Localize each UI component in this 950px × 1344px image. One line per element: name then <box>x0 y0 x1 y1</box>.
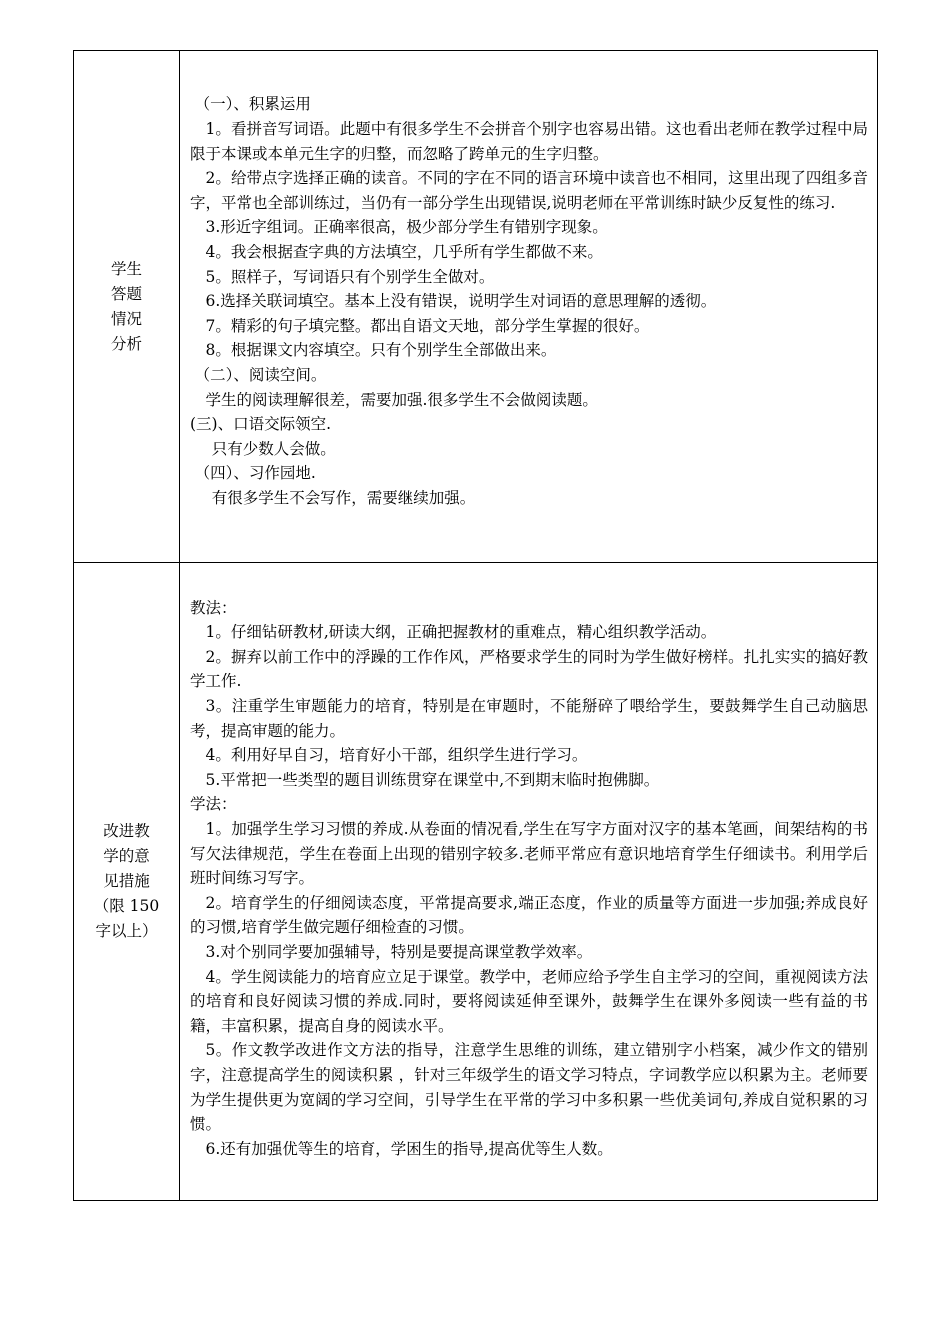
content-paragraph: 4。学生阅读能力的培育应立足于课堂。教学中，老师应给予学生自主学习的空间，重视阅读方法的培育和良好阅读习惯的养成.同时，要将阅读延伸至课外，鼓舞学生在课外多阅读一些有益的书籍，丰富积累，提高自身的阅读水平。 <box>190 967 868 1035</box>
content-paragraph: 3.对个别同学要加强辅导，特别是要提高课堂教学效率。 <box>205 942 593 961</box>
content-paragraph: 2。培育学生的仔细阅读态度，平常提高要求,端正态度，作业的质量等方面进一步加强;养成良好的习惯,培育学生做完题仔细检查的习惯。 <box>190 893 868 937</box>
content-paragraph: 4。我会根据查字典的方法填空，几乎所有学生都做不来。 <box>205 243 603 262</box>
content-paragraph: 6.还有加强优等生的培育，学困生的指导,提高优等生人数。 <box>205 1139 613 1158</box>
row-label <box>92 819 162 944</box>
analysis-table <box>73 50 878 1201</box>
content-paragraph: 2。给带点字选择正确的读音。不同的字在不同的语言环境中读音也不相同，这里出现了四组多音字，平常也全部训练过，当仍有一部分学生出现错误,说明老师在平常训练时缺少反复性的练习. <box>190 169 868 212</box>
content-paragraph: 7。精彩的句子填完整。都出自语文天地，部分学生掌握的很好。 <box>205 316 650 335</box>
row-content-cell <box>180 51 878 563</box>
row-label-line: 分析 <box>110 334 142 353</box>
row-content <box>180 566 877 1198</box>
content-paragraph: 5。照样子，写词语只有个别学生全做对。 <box>205 267 495 286</box>
content-paragraph: 2。摒弃以前工作中的浮躁的工作作风，严格要求学生的同时为学生做好榜样。扎扎实实的搞好教学工作. <box>190 647 868 691</box>
content-paragraph: 学生的阅读理解很差，需要加强.很多学生不会做阅读题。 <box>205 390 598 409</box>
row-label-line: （限 150 <box>93 897 160 915</box>
content-paragraph: 学法： <box>190 795 237 814</box>
content-paragraph: 有很多学生不会写作，需要继续加强。 <box>211 488 476 507</box>
content-paragraph: 只有少数人会做。 <box>211 439 336 458</box>
content-paragraph: 5.平常把一些类型的题目训练贯穿在课堂中,不到期末临时抱佛脚。 <box>205 770 660 789</box>
content-paragraph: （一）、积累运用 <box>194 95 311 114</box>
row-label-line: 改进教 <box>103 822 150 840</box>
row-label-cell <box>74 563 180 1201</box>
content-paragraph: 教法： <box>190 598 237 617</box>
row-label-line: 情况 <box>110 309 142 328</box>
content-paragraph: 1。仔细钻研教材,研读大纲，正确把握教材的重难点，精心组织教学活动。 <box>205 623 717 642</box>
content-paragraph: （二）、阅读空间。 <box>194 365 327 384</box>
row-label-line: 字以上） <box>95 922 158 940</box>
row-label-line: 学的意 <box>103 847 150 865</box>
content-paragraph: 1。看拼音写词语。此题中有很多学生不会拼音个别字也容易出错。这也看出老师在教学过程中局限于本课或本单元生字的归整，而忽略了跨单元的生字归整。 <box>190 120 868 163</box>
content-paragraph: 6.选择关联词填空。基本上没有错误，说明学生对词语的意思理解的透彻。 <box>205 292 717 311</box>
row-content <box>180 78 877 534</box>
row-label-line: 见措施 <box>103 872 150 890</box>
content-paragraph: 3。注重学生审题能力的培育，特别是在审题时，不能掰碎了喂给学生，要鼓舞学生自己动脑思考，提高审题的能力。 <box>190 697 868 740</box>
content-paragraph: 4。利用好早自习，培育好小干部，组织学生进行学习。 <box>205 746 588 765</box>
content-paragraph: 8。根据课文内容填空。只有个别学生全部做出来。 <box>205 341 557 360</box>
content-paragraph: 5。作文教学改进作文方法的指导，注意学生思维的训练，建立错别字小档案，减少作文的错别字，注意提高学生的阅读积累 ，针对三年级学生的语文学习特点，字词教学应以积累为主。老师要为学生提供更为宽阔的学习空间，引导学生在平常的学习中多积累一些优美词句,养成自觉积累的习惯。 <box>190 1041 868 1134</box>
row-label-cell <box>74 51 180 563</box>
row-label <box>92 257 162 357</box>
content-paragraph: (三)、口语交际领空. <box>190 415 332 434</box>
table-row-answer-analysis <box>74 51 878 563</box>
table-row-improvement-measures <box>74 563 878 1201</box>
row-content-cell <box>180 563 878 1201</box>
row-label-line: 学生 <box>110 259 142 278</box>
content-paragraph: （四）、习作园地. <box>194 464 316 483</box>
row-label-line: 答题 <box>110 284 142 303</box>
content-paragraph: 3.形近字组词。正确率很高，极少部分学生有错别字现象。 <box>205 218 608 237</box>
content-paragraph: 1。加强学生学习习惯的养成.从卷面的情况看,学生在写字方面对汉字的基本笔画，间架结构的书写欠法律规范，学生在卷面上出现的错别字较多.老师平常应有意识地培育学生仔细读书。利用学后班时间练习写字。 <box>190 820 868 888</box>
